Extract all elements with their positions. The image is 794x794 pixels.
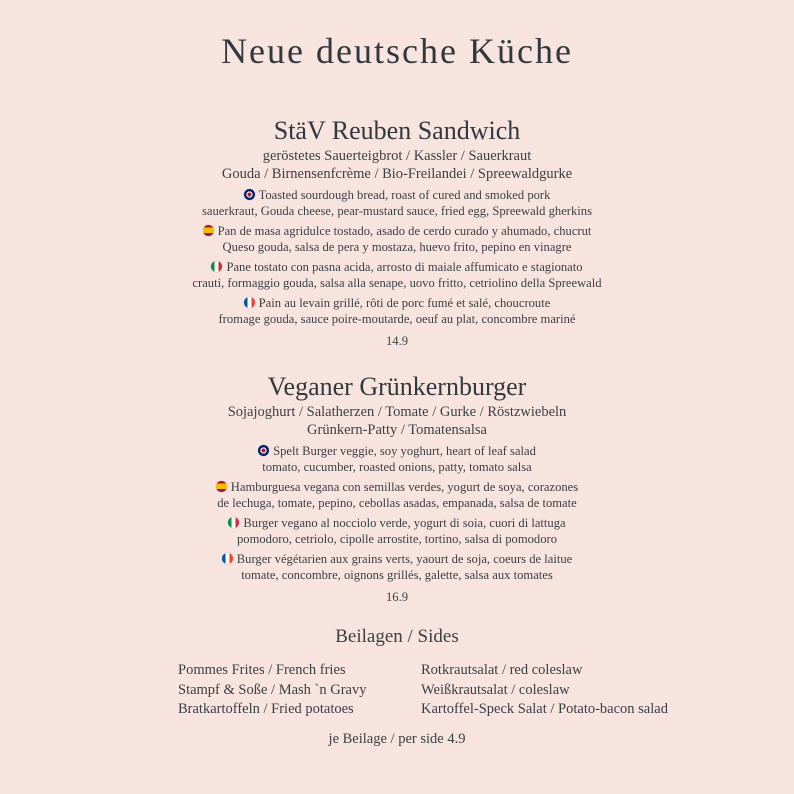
italy-flag-icon	[228, 517, 239, 528]
translation-italian	[0, 259, 794, 291]
dish-reuben-sandwich	[0, 116, 794, 349]
translation-english	[0, 187, 794, 219]
translation-line: tomato, cucumber, roasted onions, patty, tomato salsa	[262, 460, 532, 474]
sides-list-right	[421, 661, 668, 720]
side-item: Weißkrautsalat / coleslaw	[421, 681, 570, 698]
france-flag-icon	[222, 553, 233, 564]
translation-line: Pane tostato con pasna acida, arrosto di maiale affumicato e stagionato	[226, 260, 583, 274]
dish-title: Veganer Grünkernburger	[267, 372, 527, 401]
german-line: geröstetes Sauerteigbrot / Kassler / Sauerkraut	[262, 148, 532, 164]
spain-flag-icon	[216, 481, 227, 492]
spain-flag-icon	[203, 225, 214, 236]
translation-line: Pain au levain grillé, rôti de porc fumé et salé, choucroute	[258, 296, 551, 310]
translation-line: Burger vegano al nocciolo verde, yogurt di soia, cuori di lattuga	[243, 516, 566, 530]
page-title: Neue deutsche Küche	[221, 31, 573, 71]
translation-line: Pan de masa agridulce tostado, asado de cerdo curado y ahumado, chucrut	[217, 224, 592, 238]
dish-veggie-burger	[0, 372, 794, 605]
side-item: Rotkrautsalat / red coleslaw	[421, 662, 583, 678]
side-item: Bratkartoffeln / Fried potatoes	[178, 701, 354, 717]
translation-line: sauerkraut, Gouda cheese, pear-mustard sauce, fried egg, Spreewald gherkins	[202, 204, 592, 218]
german-line: Gouda / Birnensenfcrème / Bio-Freilandei / Spreewaldgurke	[221, 165, 573, 182]
translation-spanish	[0, 223, 794, 255]
sides-heading: Beilagen / Sides	[335, 626, 459, 647]
translation-line: de lechuga, tomate, pepino, cebollas asadas, empanada, salsa de tomate	[217, 496, 577, 510]
translation-line: fromage gouda, sauce poire-moutarde, oeuf au plat, concombre mariné	[218, 312, 576, 326]
side-item: Stampf & Soße / Mash `n Gravy	[178, 681, 367, 698]
dish-german-description	[0, 148, 794, 183]
uk-flag-icon	[258, 445, 269, 456]
translation-line: Toasted sourdough bread, roast of cured and smoked pork	[258, 188, 551, 202]
sides-list-left	[178, 661, 366, 720]
translation-line: pomodoro, cetriolo, cipolle arrostite, tortino, salsa di pomodoro	[236, 532, 558, 546]
german-line: Grünkern-Patty / Tomatensalsa	[307, 421, 487, 438]
italy-flag-icon	[211, 261, 222, 272]
translation-line: crauti, formaggio gouda, salsa alla senape, uovo fritto, cetriolino della Spreewald	[192, 276, 602, 290]
sides-price: je Beilage / per side 4.9	[328, 731, 466, 747]
dish-title: StäV Reuben Sandwich	[273, 116, 521, 145]
uk-flag-icon	[244, 189, 255, 200]
france-flag-icon	[244, 297, 255, 308]
translation-french	[0, 295, 794, 327]
dish-price: 14.9	[385, 334, 409, 348]
translation-line: Hamburguesa vegana con semillas verdes, yogurt de soya, corazones	[230, 480, 579, 494]
german-line: Sojajoghurt / Salatherzen / Tomate / Gurke / Röstzwiebeln	[227, 404, 567, 420]
dish-price: 16.9	[385, 590, 409, 604]
translation-english	[0, 443, 794, 475]
translation-line: tomate, concombre, oignons grillés, galette, salsa aux tomates	[241, 568, 553, 582]
translation-line: Spelt Burger veggie, soy yoghurt, heart of leaf salad	[273, 444, 536, 458]
side-item: Pommes Frites / French fries	[178, 662, 346, 678]
translation-italian	[0, 515, 794, 547]
translation-line: Queso gouda, salsa de pera y mostaza, huevo frito, pepino en vinagre	[222, 240, 572, 254]
side-item: Kartoffel-Speck Salat / Potato-bacon salad	[421, 701, 668, 717]
translation-line: Burger végétarien aux grains verts, yaourt de soja, coeurs de laitue	[236, 552, 573, 566]
translation-french	[0, 551, 794, 583]
dish-german-description	[0, 404, 794, 439]
translation-spanish	[0, 479, 794, 511]
